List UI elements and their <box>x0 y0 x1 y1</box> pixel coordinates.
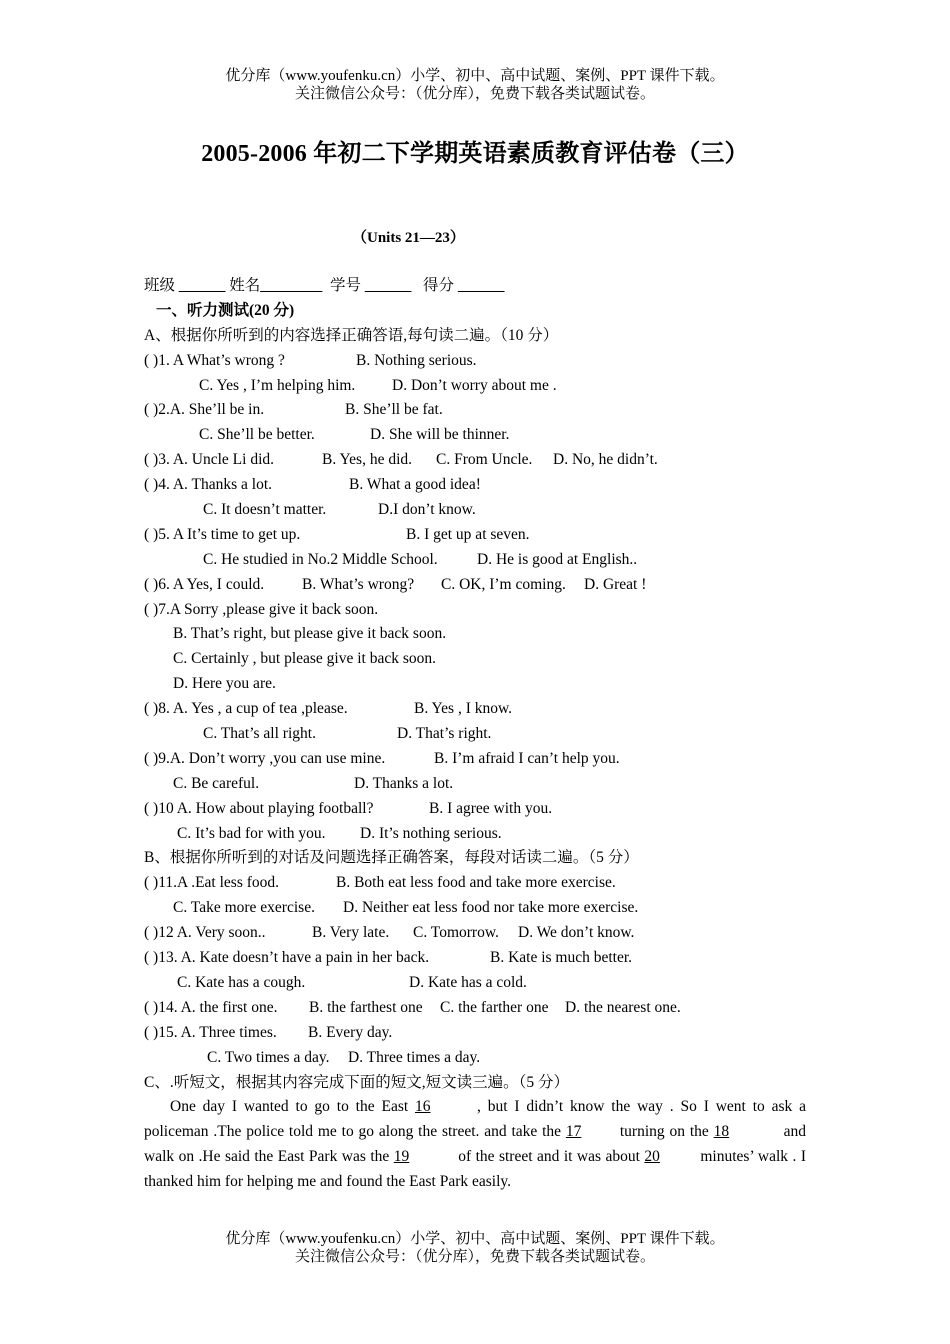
question-row <box>144 622 808 647</box>
question-row <box>144 448 808 473</box>
q7-option-c[interactable]: C. Certainly , but please give it back soon. <box>173 650 437 668</box>
passage-text-6: minutes’ walk . I thanked him for helping me and found the East Park easily. <box>144 1148 807 1191</box>
q2-option-d[interactable]: D. She will be thinner. <box>370 426 510 444</box>
question-row <box>144 871 808 896</box>
score-blank[interactable]: ______ <box>457 277 505 294</box>
q8-option-c[interactable]: C. That’s all right. <box>203 725 316 743</box>
q13-option-c[interactable]: C. Kate has a cough. <box>177 973 306 991</box>
q9-option-b[interactable]: B. I’m afraid I can’t help you. <box>434 749 620 767</box>
question-row <box>144 548 808 573</box>
question-row <box>144 473 808 498</box>
q4-option-d[interactable]: D.I don’t know. <box>378 501 476 519</box>
question-row <box>144 772 808 797</box>
passage-text-2: , but I didn’t know the way . So I went to ask a policeman .The police told me to go along the street. and take the <box>144 1098 806 1141</box>
q12-option-d[interactable]: D. We don’t know. <box>518 924 635 942</box>
q6-option-b[interactable]: B. What’s wrong? <box>302 575 415 593</box>
name-blank[interactable]: ________ <box>260 277 323 294</box>
q15-option-c[interactable]: C. Two times a day. <box>207 1048 330 1066</box>
question-row <box>144 672 808 697</box>
section-heading <box>144 299 808 324</box>
footer-line-1: 优分库（www.youfenku.cn）小学、初中、高中试题、案例、PPT 课件下载。 <box>225 1231 725 1247</box>
q1-option-d[interactable]: D. Don’t worry about me . <box>392 376 557 394</box>
question-row <box>144 374 808 399</box>
q15-option-b[interactable]: B. Every day. <box>308 1023 393 1041</box>
q5-option-a[interactable]: ( )5. A It’s time to get up. <box>144 525 301 543</box>
q8-option-d[interactable]: D. That’s right. <box>397 725 492 743</box>
question-row <box>144 797 808 822</box>
part-b-instruction: B、根据你所听到的对话及问题选择正确答案，每段对话读二遍。（5 分） <box>144 849 639 867</box>
class-blank[interactable]: ______ <box>178 277 226 294</box>
q3-option-c[interactable]: C. From Uncle. <box>436 451 533 469</box>
question-row <box>144 523 808 548</box>
passage-text-4: and walk on .He said the East Park was the <box>144 1123 806 1166</box>
header-line-1: 优分库（www.youfenku.cn）小学、初中、高中试题、案例、PPT 课件下载。 <box>225 68 725 84</box>
question-row <box>144 573 808 598</box>
q9-option-a[interactable]: ( )9.A. Don’t worry ,you can use mine. <box>144 749 386 767</box>
q2-option-c[interactable]: C. She’ll be better. <box>199 426 315 444</box>
passage-text-3: turning on the <box>619 1123 714 1141</box>
q1-option-a[interactable]: ( )1. A What’s wrong ? <box>144 351 285 369</box>
exam-body <box>144 274 808 1195</box>
question-row <box>144 921 808 946</box>
q12-option-b[interactable]: B. Very late. <box>312 924 390 942</box>
passage-text-5: of the street and it was about <box>453 1148 645 1166</box>
q6-option-a[interactable]: ( )6. A Yes, I could. <box>144 575 265 593</box>
q11-option-b[interactable]: B. Both eat less food and take more exercise. <box>336 874 616 892</box>
section1-heading: 一、听力测试(20 分) <box>156 301 295 319</box>
cloze-passage <box>144 1095 806 1195</box>
q4-option-a[interactable]: ( )4. A. Thanks a lot. <box>144 476 273 494</box>
q12-option-c[interactable]: C. Tomorrow. <box>413 924 499 942</box>
q5-option-b[interactable]: B. I get up at seven. <box>406 525 530 543</box>
blank-17[interactable]: 17 <box>565 1123 582 1141</box>
part-c-instruction-line <box>144 1071 808 1096</box>
question-row <box>144 349 808 374</box>
question-row <box>144 598 808 623</box>
q3-option-b[interactable]: B. Yes, he did. <box>322 451 413 469</box>
q8-option-b[interactable]: B. Yes , I know. <box>414 700 513 718</box>
q7-option-b[interactable]: B. That’s right, but please give it back soon. <box>173 625 447 643</box>
question-row <box>144 498 808 523</box>
q3-option-d[interactable]: D. No, he didn’t. <box>553 451 658 469</box>
q15-option-d[interactable]: D. Three times a day. <box>348 1048 481 1066</box>
q9-option-d[interactable]: D. Thanks a lot. <box>354 774 454 792</box>
q11-option-a[interactable]: ( )11.A .Eat less food. <box>144 874 280 892</box>
q7-option-d[interactable]: D. Here you are. <box>173 675 276 693</box>
question-row <box>144 722 808 747</box>
q13-option-d[interactable]: D. Kate has a cold. <box>409 973 527 991</box>
part-b-instruction-line <box>144 846 808 871</box>
exam-title: 2005-2006 年初二下学期英语素质教育评估卷（三） <box>201 141 749 167</box>
q14-option-a[interactable]: ( )14. A. the first one. <box>144 998 278 1016</box>
question-row <box>144 896 808 921</box>
question-row <box>144 398 808 423</box>
question-row <box>144 747 808 772</box>
q7-option-a[interactable]: ( )7.A Sorry ,please give it back soon. <box>144 600 379 618</box>
question-row <box>144 423 808 448</box>
q1-option-b[interactable]: B. Nothing serious. <box>356 351 477 369</box>
q13-option-b[interactable]: B. Kate is much better. <box>490 949 633 967</box>
q14-option-c[interactable]: C. the farther one <box>440 998 549 1016</box>
score-label: 得分 <box>423 277 455 294</box>
part-a-instruction-line <box>144 324 808 349</box>
class-label: 班级 <box>144 277 176 294</box>
q10-option-b[interactable]: B. I agree with you. <box>429 799 553 817</box>
q1-option-c[interactable]: C. Yes , I’m helping him. <box>199 376 356 394</box>
q14-option-b[interactable]: B. the farthest one <box>309 998 423 1016</box>
q10-option-a[interactable]: ( )10 A. How about playing football? <box>144 799 374 817</box>
id-blank[interactable]: ______ <box>364 277 412 294</box>
q2-option-a[interactable]: ( )2.A. She’ll be in. <box>144 401 265 419</box>
student-info-line <box>144 274 808 299</box>
q4-option-b[interactable]: B. What a good idea! <box>349 476 481 494</box>
q2-option-b[interactable]: B. She’ll be fat. <box>345 401 443 419</box>
question-row <box>144 1046 808 1071</box>
q4-option-c[interactable]: C. It doesn’t matter. <box>203 501 327 519</box>
passage-text-1: One day I wanted to go to the East <box>170 1098 416 1116</box>
question-row <box>144 946 808 971</box>
q10-option-d[interactable]: D. It’s nothing serious. <box>360 824 502 842</box>
q15-option-a[interactable]: ( )15. A. Three times. <box>144 1023 277 1041</box>
blank-16[interactable]: 16 <box>415 1098 431 1116</box>
q5-option-d[interactable]: D. He is good at English.. <box>477 550 638 568</box>
q5-option-c[interactable]: C. He studied in No.2 Middle School. <box>203 550 438 568</box>
blank-18[interactable]: 18 <box>713 1123 730 1141</box>
q13-option-a[interactable]: ( )13. A. Kate doesn’t have a pain in her back. <box>144 949 430 967</box>
blank-19[interactable]: 19 <box>393 1148 410 1166</box>
part-a-instruction: A、根据你所听到的内容选择正确答语,每句读二遍。（10 分） <box>144 326 559 344</box>
q11-option-d[interactable]: D. Neither eat less food nor take more exercise. <box>343 899 639 917</box>
q6-option-c[interactable]: C. OK, I’m coming. <box>441 575 566 593</box>
q12-option-a[interactable]: ( )12 A. Very soon.. <box>144 924 266 942</box>
part-c-instruction: C、.听短文，根据其内容完成下面的短文,短文读三遍。（5 分） <box>144 1073 569 1091</box>
id-label: 学号 <box>330 277 362 294</box>
question-row <box>144 971 808 996</box>
q10-option-c[interactable]: C. It’s bad for with you. <box>177 824 326 842</box>
q9-option-c[interactable]: C. Be careful. <box>173 774 260 792</box>
q11-option-c[interactable]: C. Take more exercise. <box>173 899 315 917</box>
q8-option-a[interactable]: ( )8. A. Yes , a cup of tea ,please. <box>144 700 348 718</box>
question-row <box>144 647 808 672</box>
q14-option-d[interactable]: D. the nearest one. <box>565 998 681 1016</box>
q6-option-d[interactable]: D. Great ! <box>584 575 647 593</box>
question-row <box>144 996 808 1021</box>
header-line-2: 关注微信公众号：（优分库），免费下载各类试题试卷。 <box>294 86 655 102</box>
question-row <box>144 822 808 847</box>
name-label: 姓名 <box>229 277 261 294</box>
q3-option-a[interactable]: ( )3. A. Uncle Li did. <box>144 451 275 469</box>
question-row <box>144 1021 808 1046</box>
question-row <box>144 697 808 722</box>
footer-line-2: 关注微信公众号：（优分库），免费下载各类试题试卷。 <box>294 1249 655 1265</box>
units-range: （Units 21—23） <box>352 230 465 246</box>
blank-20[interactable]: 20 <box>644 1148 660 1166</box>
